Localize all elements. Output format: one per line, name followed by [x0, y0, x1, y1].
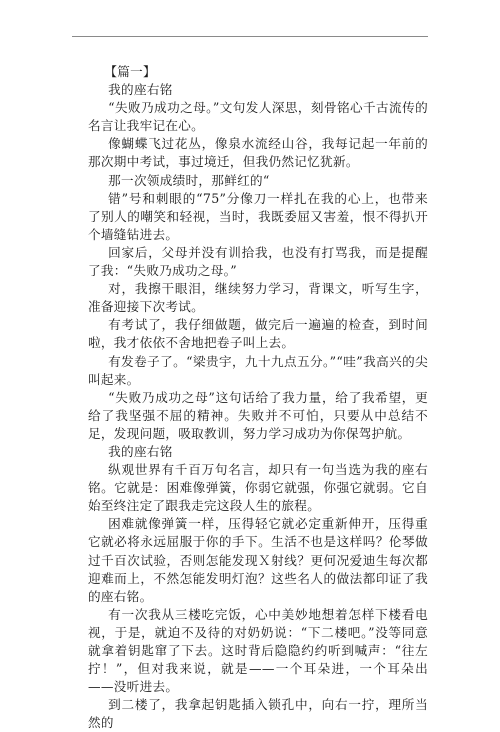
paragraph: 对，我擦干眼泪，继续努力学习，背课文，听写生字，准备迎接下次考试。	[88, 281, 428, 315]
paragraph: 到二楼了，我拿起钥匙插入锁孔中，向右一拧，理所当然的	[88, 697, 428, 731]
paragraph: 有考试了，我仔细做题，做完后一遍遍的检查，到时间啦，我才依依不舍地把卷子叫上去。	[88, 317, 428, 351]
paragraph: 错”号和刺眼的“75”分像刀一样扎在我的心上，也带来了别人的嘲笑和轻视，当时，我既委屈又害羞，恨不得扒开个墙缝钻进去。	[88, 190, 428, 242]
article-title: 我的座右铭	[108, 443, 173, 459]
paragraph: 困难就像弹簧一样，压得轻它就必定重新伸开，压得重它就必将永远屈服于你的手下。生活不也是这样吗？伦琴做过千百次试验，否则怎能发现Ｘ射线？更何况爱迪生每次都迎难而上，不然怎能发明灯泡？这些名人的做法都印证了我的座右铭。	[88, 516, 428, 604]
paragraph: 那一次领成绩时，那鲜红的“	[108, 172, 270, 188]
paragraph: 纵观世界有千百万句名言，却只有一句当选为我的座右铭。它就是：困难像弹簧，你弱它就强，你强它就弱。它自始至终注定了跟我走完这段人生的旅程。	[88, 462, 428, 514]
paragraph: 回家后，父母并没有训拾我，也没有打骂我，而是提醒了我：“失败乃成功之母。”	[88, 244, 428, 279]
section-label: 【篇一】	[104, 64, 156, 79]
paragraph: 有发卷子了。“梁贵宇，九十九点五分。”“哇”我高兴的尖叫起来。	[88, 353, 428, 387]
article-title: 我的座右铭	[108, 82, 173, 98]
paragraph: 有一次我从三楼吃完饭，心中美妙地想着怎样下楼看电视，于是，就迫不及待的对奶奶说：“下二楼吧。”没等同意就拿着钥匙窜了下去。这时背后隐隐约约听到喊声：“往左拧！”，但对我来说，就是——一个耳朵进，一个耳朵出——没听进去。	[88, 606, 428, 695]
paragraph: 像蝴蝶飞过花丛，像泉水流经山谷，我每记起一年前的那次期中考试，事过境迁，但我仍然记忆犹新。	[88, 136, 428, 170]
paragraph: “失败乃成功之母。”文句发人深思，刻骨铭心千古流传的名言让我牢记在心。	[88, 100, 428, 134]
article-body	[88, 63, 428, 732]
paragraph: “失败乃成功之母”这句话给了我力量，给了我希望，更给了我坚强不屈的精神。失败并不可怕，只要从中总结不足，发现问题，吸取教训，努力学习成功为你保驾护航。	[88, 389, 428, 441]
header-rule	[72, 36, 428, 37]
